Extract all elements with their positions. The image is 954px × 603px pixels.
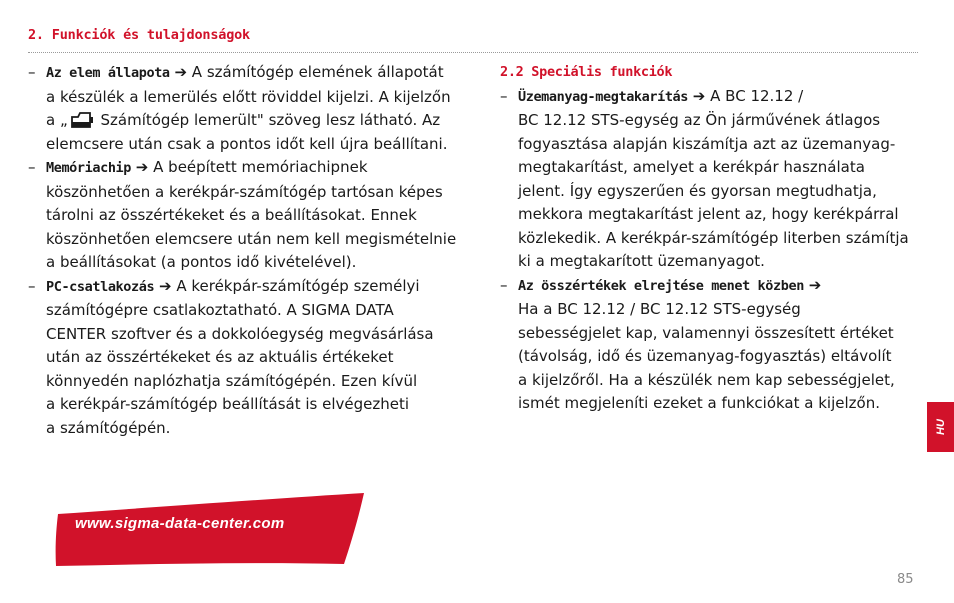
list-dash: – xyxy=(500,86,508,105)
language-label: HU xyxy=(934,419,947,435)
feature-hide-totals: – Az összértékek elrejtése menet közben ➔ Ha a BC 12.12 / BC 12.12 STS-egység sebességjelet kap, valamennyi összesített értéket (távolság, idő és üzemanyag-fogyasztás) eltávolít a kijelzőről. Ha a készülék nem kap sebességjelet, ismét megjeleníti ezeket a funkciókat a kijelzőn. xyxy=(500,275,895,412)
list-dash: – xyxy=(500,275,508,294)
list-dash: – xyxy=(28,276,36,295)
feature-term: Az elem állapota xyxy=(46,65,170,81)
feature-term: PC-csatlakozás xyxy=(46,278,155,295)
right-column xyxy=(500,61,920,416)
dotted-divider xyxy=(28,52,918,53)
battery-icon xyxy=(70,112,94,128)
sigma-data-center-link[interactable]: www.sigma-data-center.com xyxy=(75,515,285,532)
subsection-title: 2.2 Speciális funkciók xyxy=(500,64,673,80)
feature-term: Üzemanyag-megtakarítás xyxy=(518,88,689,105)
feature-pc-connection: – PC-csatlakozás ➔ A kerékpár-számítógép személyi számítógépre csatlakoztatható. A SIGMA DATA CENTER szoftver és a dokkolóegység megvásárlása után az összértékeket és az aktuális értékeket könnyedén naplózhatja számítógépén. Ezen kívül a kerékpár-számítógép beállítását is elvégezheti a számítógépén. xyxy=(28,276,434,437)
list-dash: – xyxy=(28,63,36,81)
arrow-right-icon: ➔ xyxy=(135,158,149,176)
page-number: 85 xyxy=(897,572,914,587)
arrow-right-icon: ➔ xyxy=(174,63,188,81)
feature-battery-status: – Az elem állapota ➔ A számítógép elemének állapotát a készülék a lemerülés előtt röviddel kijelzi. A kijelzőn a „ Számítógép lemerült" szöveg lesz látható. Az elemcsere után csak a pontos időt kell újra beállítani. xyxy=(28,63,451,153)
feature-memory-chip: – Memóriachip ➔ A beépített memóriachipnek köszönhetően a kerékpár-számítógép tartósan képes tárolni az összértékeket és a beállításokat. Ennek köszönhetően elemcsere után nem kell megismételnie a beállításokat (a pontos idő kivételével). xyxy=(28,158,457,271)
arrow-right-icon: ➔ xyxy=(808,275,822,294)
list-dash: – xyxy=(28,158,36,176)
section-title: 2. Funkciók és tulajdonságok xyxy=(28,27,250,43)
language-tab xyxy=(927,402,954,452)
arrow-right-icon: ➔ xyxy=(158,276,172,295)
feature-term: Az összértékek elrejtése menet közben xyxy=(518,277,804,294)
feature-term: Memóriachip xyxy=(46,160,132,176)
left-column xyxy=(28,61,468,440)
arrow-right-icon: ➔ xyxy=(692,86,706,105)
feature-fuel-saving: – Üzemanyag-megtakarítás ➔ A BC 12.12 / BC 12.12 STS-egység az Ön járművének átlagos fogyasztása alapján kiszámítja azt az üzemanyag- megtakarítást, amelyet a kerékpár használata jelent. Így egyszerűen és gyorsan megtudhatja, mekkora megtakarítást jelent az, hogy kerékpárral közlekedik. A kerékpár-számítógép literben számítja ki a megtakarított üzemanyagot. xyxy=(500,86,909,270)
